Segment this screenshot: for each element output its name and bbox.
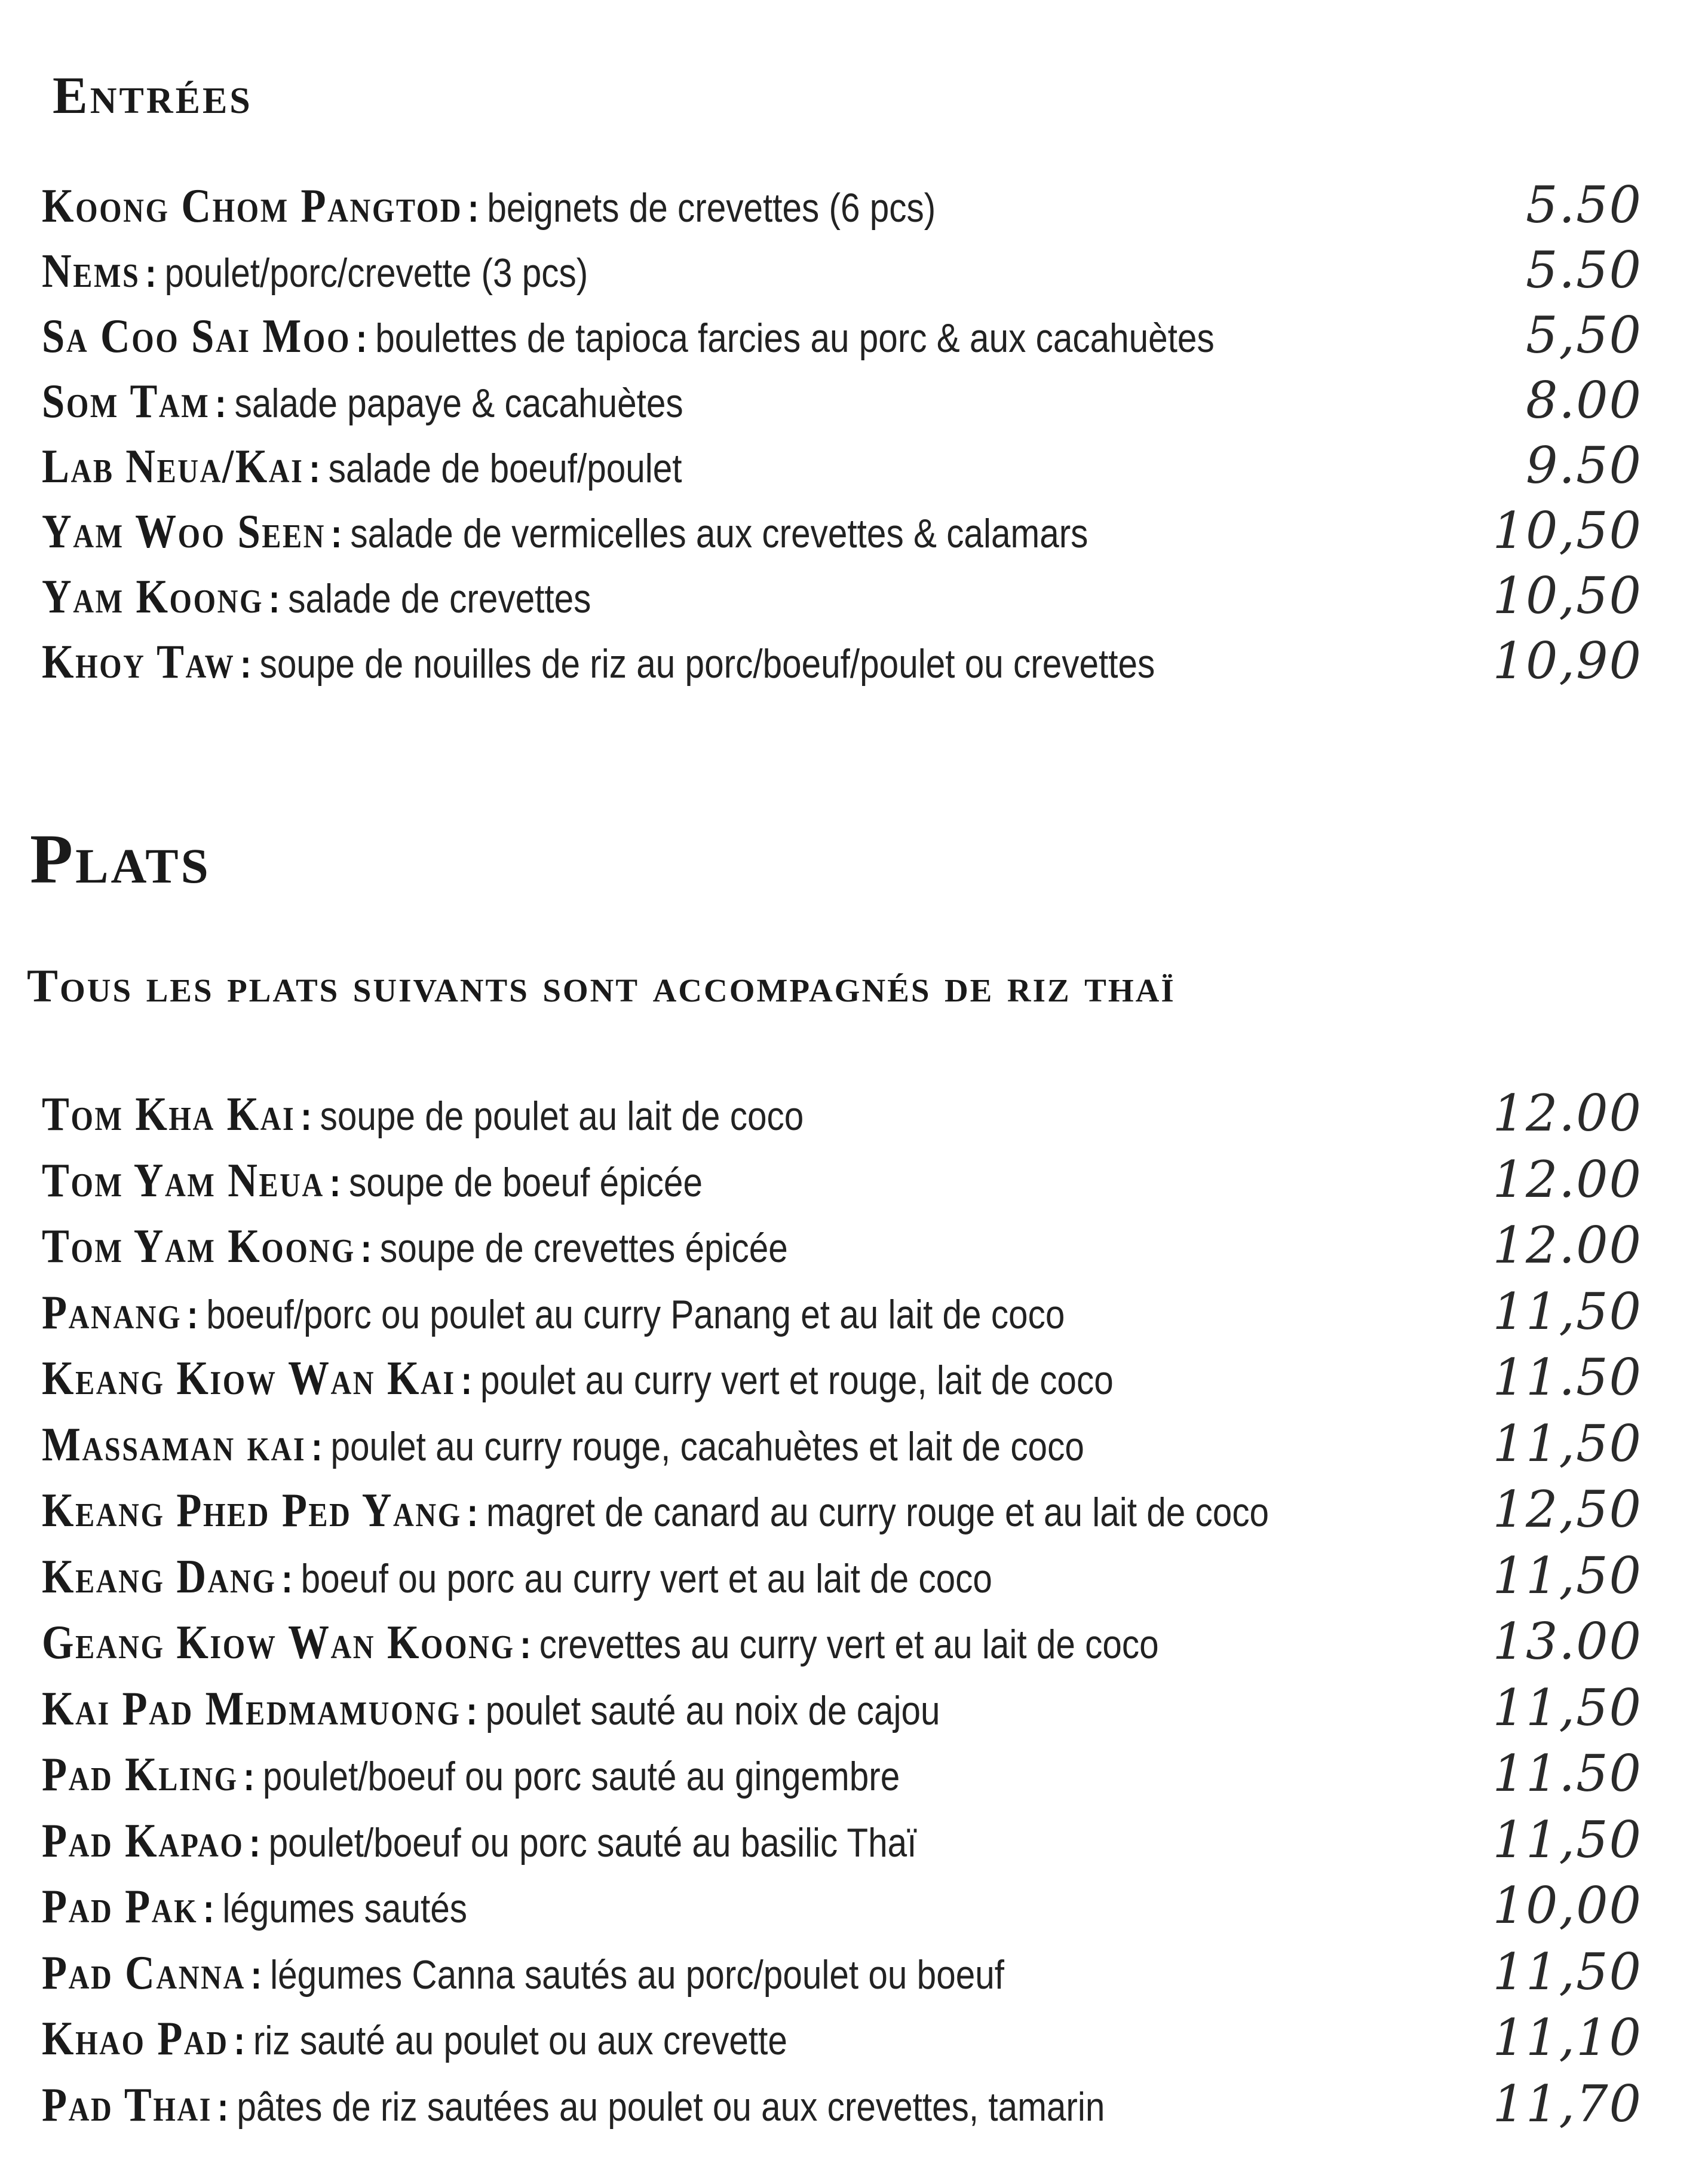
dish-price: 5.50: [1525, 241, 1642, 299]
entrees-heading: Entrées: [53, 67, 253, 125]
dish-price: 5.50: [1525, 176, 1642, 234]
dish-description: poulet au curry vert et rouge, lait de coco: [480, 1358, 1114, 1403]
dish-price: 12.00: [1492, 1216, 1642, 1275]
dish-description: soupe de crevettes épicée: [380, 1226, 788, 1271]
plats-subtitle: Tous les plats suivants sont accompagnés de riz thaï: [27, 960, 1176, 1012]
separator: :: [461, 1358, 473, 1402]
menu-item: [0, 306, 1708, 375]
separator: :: [234, 2018, 246, 2063]
menu-item-line: [42, 1748, 900, 1802]
dish-name: Kai Pad Medmamuong: [42, 1682, 461, 1735]
separator: :: [217, 2084, 229, 2129]
dish-name: Pad Kling: [42, 1748, 238, 1801]
menu-item-line: [42, 1682, 940, 1736]
dish-name: Panang: [42, 1286, 182, 1339]
entrees-list: [0, 176, 1708, 700]
menu-item-line: [42, 505, 1088, 559]
dish-description: boulettes de tapioca farcies au porc & aux cacahuètes: [375, 315, 1215, 361]
dish-description: soupe de poulet au lait de coco: [320, 1093, 804, 1139]
dish-price: 10,50: [1492, 566, 1642, 625]
menu-item-line: [42, 1286, 1065, 1340]
dish-name: Geang Kiow Wan Koong: [42, 1616, 515, 1669]
menu-item-line: [42, 179, 936, 234]
dish-description: pâtes de riz sautées au poulet ou aux crevettes, tamarin: [237, 2084, 1105, 2130]
menu-item: [0, 501, 1708, 570]
separator: :: [145, 251, 157, 295]
menu-item-line: [42, 2078, 1105, 2133]
menu-item: [0, 1612, 1708, 1682]
menu-item: [0, 1678, 1708, 1748]
dish-description: magret de canard au curry rouge et au lait de coco: [486, 1490, 1269, 1535]
dish-name: Koong Chom Pangtod: [42, 180, 463, 232]
dish-price: 12.00: [1492, 1084, 1642, 1142]
menu-item: [0, 1810, 1708, 1880]
dish-name: Khao Pad: [42, 2013, 229, 2065]
dish-description: salade de crevettes: [288, 576, 591, 621]
menu-item: [0, 1282, 1708, 1352]
menu-item: [0, 1084, 1708, 1154]
menu-item: [0, 1876, 1708, 1946]
dish-description: soupe de nouilles de riz au porc/boeuf/poulet ou crevettes: [259, 641, 1155, 687]
dish-description: boeuf ou porc au curry vert et au lait de coco: [300, 1555, 992, 1601]
dish-name: Tom Kha Kai: [42, 1088, 296, 1141]
dish-price: 11,50: [1492, 1810, 1642, 1869]
dish-name: Yam Koong: [42, 571, 264, 623]
menu-item-line: [42, 1418, 1084, 1472]
menu-item: [0, 241, 1708, 310]
separator: :: [329, 1160, 341, 1205]
separator: :: [243, 1754, 255, 1799]
menu-item-line: [42, 635, 1155, 690]
dish-price: 5,50: [1525, 306, 1642, 364]
menu-item: [0, 1216, 1708, 1286]
menu-item: [0, 1942, 1708, 2013]
menu-item-line: [42, 1088, 804, 1142]
separator: :: [467, 1490, 479, 1534]
dish-name: Keang Dang: [42, 1550, 277, 1603]
dish-name: Pad Canna: [42, 1946, 246, 1999]
separator: :: [281, 1556, 293, 1601]
dish-price: 10,90: [1492, 632, 1642, 690]
separator: :: [240, 642, 252, 686]
dish-price: 11.50: [1492, 1744, 1642, 1803]
dish-description: soupe de boeuf épicée: [349, 1159, 703, 1205]
separator: :: [203, 1886, 214, 1931]
dish-description: crevettes au curry vert et au lait de coco: [539, 1622, 1159, 1667]
menu-item: [0, 371, 1708, 440]
dish-name: Keang Kiow Wan Kai: [42, 1352, 456, 1405]
separator: :: [214, 381, 226, 425]
menu-item-line: [42, 1220, 788, 1274]
dish-name: Massaman kai: [42, 1418, 306, 1471]
dish-price: 10,50: [1492, 501, 1642, 560]
dish-description: légumes Canna sautés au porc/poulet ou boeuf: [270, 1952, 1005, 1998]
separator: :: [249, 1820, 260, 1865]
dish-description: poulet/boeuf ou porc sauté au basilic Thaï: [268, 1820, 917, 1866]
menu-item-line: [42, 375, 683, 429]
separator: :: [311, 1424, 323, 1469]
menu-item: [0, 1348, 1708, 1418]
separator: :: [300, 1094, 312, 1138]
dish-price: 12.00: [1492, 1150, 1642, 1209]
menu-item: [0, 566, 1708, 635]
menu-item: [0, 2008, 1708, 2078]
dish-name: Tom Yam Koong: [42, 1220, 355, 1273]
menu-item: [0, 1150, 1708, 1220]
dish-description: poulet sauté au noix de cajou: [485, 1687, 940, 1733]
menu-item-line: [42, 440, 682, 494]
menu-item-line: [42, 2012, 787, 2066]
dish-price: 9.50: [1525, 436, 1642, 495]
separator: :: [466, 1688, 477, 1733]
dish-price: 11,70: [1492, 2074, 1642, 2133]
dish-name: Tom Yam Neua: [42, 1154, 324, 1207]
dish-description: poulet/boeuf ou porc sauté au gingembre: [262, 1754, 900, 1799]
menu-item-line: [42, 1814, 916, 1869]
menu-item: [0, 436, 1708, 505]
separator: :: [309, 446, 320, 491]
dish-description: beignets de crevettes (6 pcs): [487, 185, 936, 231]
dish-description: poulet au curry rouge, cacahuètes et lait de coco: [330, 1423, 1084, 1469]
dish-description: riz sauté au poulet ou aux crevette: [253, 2018, 787, 2063]
menu-item-line: [42, 1550, 992, 1604]
dish-price: 11.50: [1492, 1348, 1642, 1407]
menu-item-line: [42, 310, 1215, 364]
separator: :: [330, 511, 342, 556]
dish-price: 8.00: [1525, 371, 1642, 430]
dish-description: poulet/porc/crevette (3 pcs): [164, 250, 588, 296]
menu-item: [0, 176, 1708, 244]
menu-item: [0, 1414, 1708, 1484]
dish-name: Pad Kapao: [42, 1814, 244, 1867]
dish-name: Khoy Taw: [42, 636, 235, 688]
dish-price: 11,50: [1492, 1678, 1642, 1737]
dish-price: 11,50: [1492, 1282, 1642, 1341]
menu-item: [0, 1480, 1708, 1550]
separator: :: [360, 1226, 372, 1270]
separator: :: [520, 1622, 532, 1667]
dish-price: 11,50: [1492, 1546, 1642, 1605]
dish-price: 11,50: [1492, 1942, 1642, 2001]
dish-name: Nems: [42, 245, 140, 298]
menu-item-line: [42, 1946, 1004, 2001]
dish-description: salade de boeuf/poulet: [328, 446, 682, 491]
dish-description: légumes sautés: [222, 1886, 467, 1931]
plats-heading: Plats: [30, 820, 211, 898]
dish-name: Yam Woo Seen: [42, 506, 326, 558]
menu-item-line: [42, 244, 588, 299]
menu-item: [0, 1546, 1708, 1616]
dish-description: boeuf/porc ou poulet au curry Panang et au lait de coco: [206, 1291, 1065, 1337]
menu-item-line: [42, 570, 591, 624]
menu-item-line: [42, 1616, 1159, 1670]
dish-name: Keang Phed Ped Yang: [42, 1484, 462, 1537]
menu-item-line: [42, 1352, 1114, 1406]
dish-name: Lab Neua/Kai: [42, 440, 304, 493]
dish-price: 11,50: [1492, 1414, 1642, 1473]
menu-item-line: [42, 1880, 467, 1934]
dish-price: 13.00: [1492, 1612, 1642, 1671]
dish-price: 11,10: [1492, 2008, 1642, 2067]
dish-name: Som Tam: [42, 375, 210, 428]
dish-description: salade papaye & cacahuètes: [234, 381, 683, 426]
separator: :: [186, 1292, 198, 1337]
separator: :: [467, 186, 479, 230]
menu-item-line: [42, 1154, 703, 1208]
dish-price: 10,00: [1492, 1876, 1642, 1935]
dish-price: 12,50: [1492, 1480, 1642, 1539]
dish-name: Sa Coo Sai Moo: [42, 310, 351, 363]
menu-item: [0, 2074, 1708, 2145]
separator: :: [268, 577, 280, 621]
dish-name: Pad Pak: [42, 1880, 198, 1933]
separator: :: [250, 1952, 262, 1997]
menu-item-line: [42, 1484, 1269, 1538]
dish-description: salade de vermicelles aux crevettes & calamars: [350, 511, 1088, 556]
dish-name: Pad Thai: [42, 2078, 213, 2131]
menu-item: [0, 1744, 1708, 1814]
separator: :: [355, 316, 367, 360]
menu-item: [0, 632, 1708, 700]
plats-list: [0, 1084, 1708, 2144]
